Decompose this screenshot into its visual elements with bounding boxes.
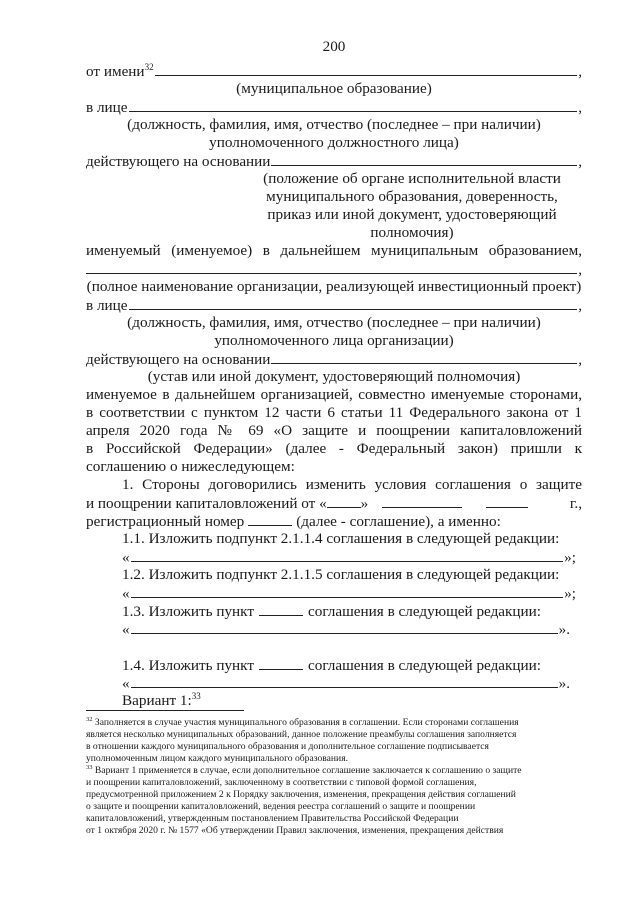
footnote-32-line-2: является несколько муниципальных образований, данное положение преамбулы соглашения заполняется <box>86 729 517 740</box>
para-line-2: в соответствии с пунктом 12 части 6 статьи 11 Федерального закона от 1 <box>86 404 582 421</box>
para-line-1: именуемое в дальнейшем организацией, совместно именуемые сторонами, <box>86 386 582 403</box>
line-org-blank <box>86 260 582 279</box>
quote-close: »; <box>564 585 576 602</box>
item-1-3-text-b: соглашения в следующей редакции: <box>308 603 542 620</box>
item-1-text-c2: (далее - соглашение), а именно: <box>296 513 501 530</box>
item-1-1: 1.1. Изложить подпункт 2.1.1.4 соглашения в следующей редакции: <box>122 530 560 547</box>
footnote-32-line-1: $^{32}$ Заполняется в случае участия муниципального образования в соглашении. Если сторонами соглашения <box>86 716 519 728</box>
footnote-33-line-6: от 1 октября 2020 г. № 1577 «Об утверждении Правил заключения, изменения, прекращения действия <box>86 825 504 836</box>
caption-polozhenie-b: муниципального образования, доверенность, <box>266 188 558 205</box>
footnote-33-line-1: $^{33}$ Вариант 1 применяется в случае, если дополнительное соглашение заключается к соглашению о защите <box>86 764 522 776</box>
caption-polnoe-naim: (полное наименование организации, реализующей инвестиционный проект) <box>86 278 582 295</box>
quote-open: « <box>122 585 130 602</box>
line-ot-imeni <box>86 62 582 81</box>
item-1-text-b3: г., <box>569 495 582 512</box>
para-line-5: соглашению о нижеследующем: <box>86 458 295 475</box>
item-1-3 <box>122 602 582 621</box>
caption-polozhenie-d: полномочия) <box>370 224 454 241</box>
item-1-4-blank <box>122 674 570 693</box>
blank-month <box>382 494 462 508</box>
item-1-line-c <box>86 512 582 531</box>
item-1-4-text-a: 1.4. Изложить пункт <box>122 657 254 674</box>
label-reg-number: регистрационный номер <box>86 513 245 530</box>
footnote-ref-33: 33 <box>191 691 201 701</box>
page-number: 200 <box>322 38 346 55</box>
footnote-33-line-3: предусмотренной приложением 2 к Порядку заключения, изменения, прекращения действия соглашений <box>86 789 516 800</box>
variant-label: Вариант 1:$^{33}$ <box>122 691 201 709</box>
caption-ustav: (устав или иной документ, удостоверяющий полномочия) <box>147 368 521 385</box>
item-1-4 <box>122 656 582 675</box>
comma: , <box>578 153 582 170</box>
line-deystvuyushchego-1 <box>86 152 582 171</box>
item-1-2: 1.2. Изложить подпункт 2.1.1.5 соглашения в следующей редакции: <box>122 566 560 583</box>
footnote-32-line-3: в отношении каждого муниципального образования и дополнительное соглашение подписывается <box>86 741 489 752</box>
blank-item-1-4 <box>259 656 303 670</box>
footnote-32-number: 32 <box>86 716 93 723</box>
blank-text-1-2 <box>131 584 564 598</box>
item-1-text-b1: и поощрении капиталовложений от « <box>86 495 327 512</box>
caption-mun-obr: (муниципальное образование) <box>236 80 432 97</box>
blank-reg-number <box>248 512 292 526</box>
para-line-3: апреля 2020 года № 69 «О защите и поощрении капиталовложений <box>86 422 582 439</box>
blank-official-name <box>129 98 578 112</box>
quote-close: ». <box>558 621 570 638</box>
item-1-line-a: 1. Стороны договорились изменить условия соглашения о защите <box>122 476 582 493</box>
caption-dolzhnost-2a: (должность, фамилия, имя, отчество (последнее – при наличии) <box>127 314 541 331</box>
label-v-litse: в лице <box>86 99 128 116</box>
caption-dolzhnost-1b: уполномоченного должностного лица) <box>209 134 459 151</box>
footnote-33-line-5: капиталовложений, утвержденным постановлением Правительства Российской Федерации <box>86 813 459 824</box>
blank-authority-basis <box>271 152 577 166</box>
item-1-2-blank <box>122 584 576 603</box>
blank-item-1-3 <box>259 602 303 616</box>
caption-polozhenie-c: приказ или иной документ, удостоверяющий <box>267 206 557 223</box>
quote-open: « <box>122 675 130 692</box>
item-1-line-b <box>86 494 582 513</box>
comma: , <box>578 99 582 116</box>
blank-org-representative <box>129 296 578 310</box>
blank-organization <box>86 260 577 274</box>
blank-year <box>486 494 528 508</box>
para-line-4: в Российской Федерации» (далее - Федеральный закон) пришли к <box>86 440 582 457</box>
line-imenuemyy: именуемый (именуемое) в дальнейшем муниципальным образованием, <box>86 242 582 259</box>
blank-municipality <box>155 62 578 76</box>
footnote-32-line-4: уполномоченным лицом каждого муниципального образования. <box>86 753 349 764</box>
quote-close: »; <box>564 549 576 566</box>
blank-text-1-4 <box>131 674 558 688</box>
quote-close: ». <box>558 675 570 692</box>
quote-open: « <box>122 549 130 566</box>
caption-dolzhnost-2b: уполномоченного лица организации) <box>214 332 454 349</box>
footnote-33-line-2: и поощрении капиталовложений, заключенному в соответствии с типовой формой соглашения, <box>86 777 477 788</box>
comma: , <box>578 297 582 314</box>
line-v-litse-2 <box>86 296 582 315</box>
footnote-ref-32: 32 <box>144 62 154 72</box>
footnote-separator <box>86 710 244 711</box>
item-1-3-text-a: 1.3. Изложить пункт <box>122 603 254 620</box>
item-1-1-blank <box>122 548 576 567</box>
item-1-text-b2: » <box>360 495 369 512</box>
footnote-33-number: 33 <box>86 764 93 771</box>
blank-text-1-3 <box>131 620 558 634</box>
item-1-3-blank <box>122 620 570 639</box>
caption-dolzhnost-1a: (должность, фамилия, имя, отчество (последнее – при наличии) <box>127 116 541 133</box>
blank-org-basis <box>271 350 577 364</box>
caption-polozhenie-a: (положение об органе исполнительной власти <box>263 170 561 187</box>
label-ot-imeni: от имени$^{32}$ <box>86 62 154 80</box>
comma: , <box>578 63 582 80</box>
comma: , <box>578 351 582 368</box>
label-v-litse: в лице <box>86 297 128 314</box>
footnote-33-line-4: о защите и поощрении капиталовложений, ведения реестра соглашений о защите и поощрении <box>86 801 476 812</box>
label-deystvuyushchego: действующего на основании <box>86 351 271 368</box>
label-deystvuyushchego: действующего на основании <box>86 153 271 170</box>
item-1-4-text-b: соглашения в следующей редакции: <box>308 657 542 674</box>
blank-text-1-1 <box>131 548 564 562</box>
comma: , <box>578 261 582 278</box>
blank-day <box>327 494 361 508</box>
quote-open: « <box>122 621 130 638</box>
line-deystvuyushchego-2 <box>86 350 582 369</box>
line-v-litse-1 <box>86 98 582 117</box>
